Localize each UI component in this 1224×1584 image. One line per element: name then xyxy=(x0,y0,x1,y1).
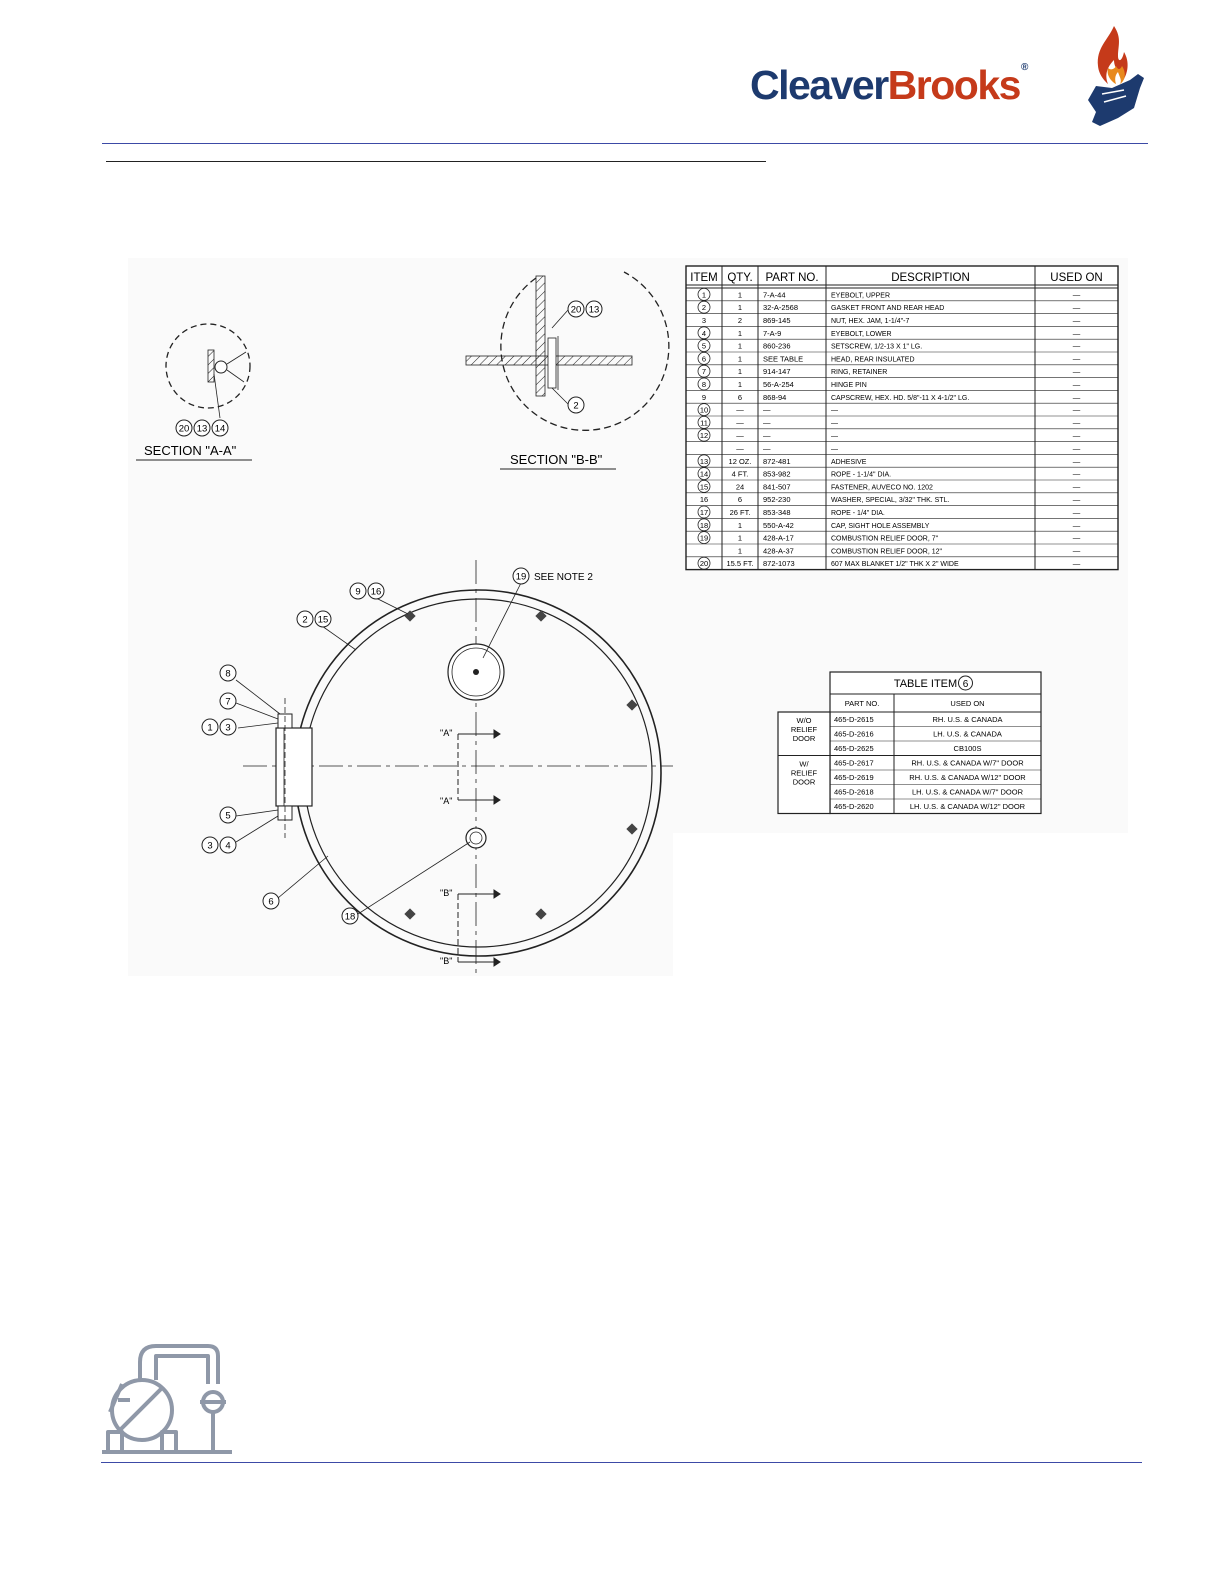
table-cell-part: 56-A-254 xyxy=(763,380,794,389)
item6-group-label: RELIEF xyxy=(790,725,818,734)
item6-cell-part: 465-D-2616 xyxy=(834,729,874,739)
table-cell-qty: — xyxy=(736,431,744,441)
table-cell-item: 18 xyxy=(699,520,709,530)
table-cell-item: 19 xyxy=(699,533,709,543)
callout-label: 3 xyxy=(207,840,213,852)
table-cell-item: 4 xyxy=(701,328,707,338)
item6-group-label: RELIEF xyxy=(790,768,818,778)
table-cell-desc: COMBUSTION RELIEF DOOR, 12" xyxy=(831,548,943,556)
table-cell-item: 10 xyxy=(699,405,709,415)
callout-label: 8 xyxy=(225,668,231,680)
table-cell-qty: 1 xyxy=(737,533,743,543)
table-cell-part: 914-147 xyxy=(763,367,791,377)
table-cell-desc: WASHER, SPECIAL, 3/32" THK. STL. xyxy=(831,497,950,505)
callout-label: 13 xyxy=(588,304,600,316)
callout-label: 15 xyxy=(317,614,329,626)
table-cell-used: — xyxy=(1072,456,1081,466)
table-cell-qty: — xyxy=(736,405,744,415)
table-cell-part: 868-94 xyxy=(763,392,787,402)
table-cell-desc: — xyxy=(831,420,838,428)
callout-label: 14 xyxy=(214,423,226,435)
item6-cell-part: 465-D-2615 xyxy=(834,715,874,724)
table-cell-qty: 24 xyxy=(735,482,745,492)
table-cell-part: — xyxy=(763,444,771,453)
cut-label-a-top: "A" xyxy=(440,728,453,738)
table-cell-used: — xyxy=(1072,290,1081,300)
item6-cell-used: RH. U.S. & CANADA W/12" DOOR xyxy=(909,773,1026,782)
table-cell-desc: ADHESIVE xyxy=(831,458,867,466)
callout-label: 7 xyxy=(225,696,231,708)
item6-group-label: DOOR xyxy=(792,777,816,787)
table-cell-used: — xyxy=(1072,482,1081,492)
callout-20-13-14 xyxy=(176,420,228,436)
callout-label: 20 xyxy=(178,423,190,435)
table-cell-desc: 607 MAX BLANKET 1/2" THK X 2" WIDE xyxy=(831,561,959,569)
table-cell-part: 428-A-17 xyxy=(763,533,794,543)
table-cell-qty: 1 xyxy=(737,354,743,364)
company-logo xyxy=(750,62,1028,109)
table-cell-part: 872-1073 xyxy=(763,559,795,569)
table-cell-item: 14 xyxy=(699,469,709,479)
item6-cell-used: RH. U.S. & CANADA W/7" DOOR xyxy=(911,758,1024,768)
table-header-cell: PART NO. xyxy=(765,272,819,284)
table-cell-qty: — xyxy=(736,444,744,453)
item6-title-number: 6 xyxy=(962,679,969,690)
table-cell-desc: ROPE - 1-1/4" DIA. xyxy=(831,471,892,479)
table-cell-desc: — xyxy=(831,446,838,453)
item6-cell-part: 465-D-2617 xyxy=(834,758,874,768)
table-cell-used: — xyxy=(1072,367,1081,377)
table-cell-part: — xyxy=(763,431,771,441)
callout-label: 5 xyxy=(225,810,231,822)
table-cell-desc: CAPSCREW, HEX. HD. 5/8"-11 X 4-1/2" LG. xyxy=(831,394,970,402)
item6-cell-part: 465-D-2619 xyxy=(834,773,874,782)
table-cell-part: 32-A-2568 xyxy=(763,303,799,313)
table-cell-used: — xyxy=(1072,328,1081,338)
table-cell-item: 3 xyxy=(701,316,707,325)
item6-cell-used: LH. U.S. & CANADA W/12" DOOR xyxy=(909,802,1026,811)
table-cell-item: 15 xyxy=(699,482,709,492)
table-cell-desc: EYEBOLT, UPPER xyxy=(831,292,891,300)
item6-group-label: W/O xyxy=(796,716,812,725)
table-cell-item: 13 xyxy=(699,456,709,466)
table-cell-part: 872-481 xyxy=(763,456,791,466)
table-cell-used: — xyxy=(1072,495,1081,505)
table-cell-qty: — xyxy=(736,418,744,428)
table-cell-used: — xyxy=(1072,341,1081,351)
table-cell-part: — xyxy=(763,405,771,415)
table-cell-used: — xyxy=(1072,469,1081,479)
table-cell-item: 1 xyxy=(701,290,707,300)
item6-cell-part: 465-D-2618 xyxy=(834,787,874,797)
callout-label: 2 xyxy=(573,400,579,412)
logo-registered: ® xyxy=(1020,62,1029,73)
table-cell-part: 869-145 xyxy=(763,316,791,325)
table-cell-qty: 2 xyxy=(737,316,743,325)
item6-title: TABLE ITEM xyxy=(893,678,958,690)
table-cell-desc: EYEBOLT, LOWER xyxy=(831,330,892,338)
item6-group-label: DOOR xyxy=(792,734,816,743)
table-cell-desc: NUT, HEX. JAM, 1-1/4"-7 xyxy=(831,318,910,325)
item6-cell-used: CB100S xyxy=(953,744,982,753)
table-cell-desc: COMBUSTION RELIEF DOOR, 7" xyxy=(831,535,939,543)
table-cell-qty: 26 FT. xyxy=(729,508,751,517)
boiler-equipment-icon xyxy=(100,1340,235,1458)
callout-label: 1 xyxy=(207,722,213,734)
table-cell-part: 853-348 xyxy=(763,508,791,517)
table-cell-part: SEE TABLE xyxy=(763,354,804,364)
item6-cell-used: RH. U.S. & CANADA xyxy=(932,715,1003,724)
table-cell-item: 2 xyxy=(701,303,707,313)
callout-label: 2 xyxy=(302,614,308,626)
table-header-cell: QTY. xyxy=(727,272,753,284)
table-cell-used: — xyxy=(1072,520,1081,530)
callout-label: 4 xyxy=(225,840,231,852)
table-cell-desc: RING, RETAINER xyxy=(831,369,888,377)
table-cell-desc: FASTENER, AUVECO NO. 1202 xyxy=(831,484,933,492)
cut-label-b-top: "B" xyxy=(440,888,453,898)
see-note-label: SEE NOTE 2 xyxy=(534,572,593,583)
table-cell-qty: 4 FT. xyxy=(731,469,749,479)
table-cell-item: 7 xyxy=(701,367,707,377)
table-header-cell: USED ON xyxy=(1050,272,1103,284)
table-cell-qty: 1 xyxy=(737,380,743,389)
table-cell-used: — xyxy=(1072,508,1081,517)
item6-cell-used: LH. U.S. & CANADA W/7" DOOR xyxy=(911,787,1024,797)
table-cell-part: — xyxy=(763,418,771,428)
table-cell-desc: — xyxy=(831,407,838,415)
flame-hand-icon xyxy=(1078,22,1150,130)
table-cell-part: 952-230 xyxy=(763,495,791,505)
table-cell-used: — xyxy=(1072,380,1081,389)
table-cell-part: 860-236 xyxy=(763,341,791,351)
table-cell-desc: — xyxy=(831,433,838,441)
header-rule xyxy=(102,143,1148,144)
section-a-label: SECTION "A-A" xyxy=(144,443,237,458)
title-underline xyxy=(106,161,766,162)
callout-label: 3 xyxy=(225,722,231,734)
table-cell-item: 6 xyxy=(701,354,707,364)
table-cell-desc: ROPE - 1/4" DIA. xyxy=(831,510,885,517)
item6-cell-part: 465-D-2620 xyxy=(834,802,874,811)
callout-label: 19 xyxy=(515,571,527,583)
table-cell-item: 9 xyxy=(701,392,707,402)
table-cell-desc: CAP, SIGHT HOLE ASSEMBLY xyxy=(831,522,930,530)
cut-label-a-bottom: "A" xyxy=(440,796,453,806)
table-cell-qty: 1 xyxy=(737,303,743,313)
table-cell-qty: 6 xyxy=(737,392,743,402)
item6-col-used: USED ON xyxy=(950,699,985,708)
table-header-cell: DESCRIPTION xyxy=(891,272,970,284)
table-cell-item: 12 xyxy=(699,431,709,441)
table-cell-part: 7-A-44 xyxy=(763,290,786,300)
item6-group-label: W/ xyxy=(799,759,809,769)
table-cell-used: — xyxy=(1072,444,1081,453)
callout-label: 9 xyxy=(355,586,361,598)
cut-label-b-bottom: "B" xyxy=(440,956,453,966)
section-b-label: SECTION "B-B" xyxy=(510,452,603,467)
table-cell-qty: 12 OZ. xyxy=(728,456,752,466)
table-cell-used: — xyxy=(1072,546,1081,556)
table-cell-part: 7-A-9 xyxy=(763,328,782,338)
item6-col-part: PART NO. xyxy=(844,699,880,708)
table-cell-qty: 1 xyxy=(737,341,743,351)
table-cell-qty: 1 xyxy=(737,520,743,530)
table-cell-qty: 15.5 FT. xyxy=(726,559,754,569)
table-cell-used: — xyxy=(1072,431,1081,441)
table-cell-used: — xyxy=(1072,303,1081,313)
callout-label: 20 xyxy=(570,304,582,316)
table-cell-item: 5 xyxy=(701,341,707,351)
logo-cleaver: Cleaver xyxy=(750,62,888,108)
table-cell-used: — xyxy=(1072,405,1081,415)
table-cell-desc: SETSCREW, 1/2-13 X 1" LG. xyxy=(831,343,923,351)
table-cell-item: 17 xyxy=(699,508,709,517)
table-cell-desc: GASKET FRONT AND REAR HEAD xyxy=(831,305,945,313)
callout-label: 6 xyxy=(268,896,274,908)
table-cell-used: — xyxy=(1072,354,1081,364)
table-cell-item: 8 xyxy=(701,380,707,389)
table-cell-part: 841-507 xyxy=(763,482,791,492)
table-cell-item: 16 xyxy=(699,495,709,505)
table-cell-used: — xyxy=(1072,418,1081,428)
table-cell-part: 853-982 xyxy=(763,469,791,479)
table-cell-qty: 6 xyxy=(737,495,743,505)
table-cell-part: 550-A-42 xyxy=(763,520,794,530)
table-cell-qty: 1 xyxy=(737,328,743,338)
table-cell-qty: 1 xyxy=(737,290,743,300)
logo-brooks: Brooks xyxy=(887,62,1020,108)
table-cell-item: 20 xyxy=(699,559,709,569)
table-cell-item: 11 xyxy=(700,418,708,428)
item6-cell-part: 465-D-2625 xyxy=(834,744,874,753)
table-cell-used: — xyxy=(1072,392,1081,402)
table-cell-desc: HEAD, REAR INSULATED xyxy=(831,356,915,364)
table-cell-used: — xyxy=(1072,559,1081,569)
callout-label: 16 xyxy=(370,586,382,598)
rear-head-drawing xyxy=(128,258,1128,976)
item6-cell-used: LH. U.S. & CANADA xyxy=(933,729,1002,739)
callout-label: 18 xyxy=(344,911,356,923)
table-cell-qty: 1 xyxy=(737,367,743,377)
table-cell-part: 428-A-37 xyxy=(763,546,794,556)
table-cell-used: — xyxy=(1072,533,1081,543)
table-header-cell: ITEM xyxy=(690,272,718,284)
footer-rule xyxy=(101,1462,1142,1463)
table-cell-used: — xyxy=(1072,316,1081,325)
parts-list-table xyxy=(686,266,1118,570)
table-cell-desc: HINGE PIN xyxy=(831,382,867,389)
callout-label: 13 xyxy=(196,423,208,435)
table-cell-qty: 1 xyxy=(737,546,743,556)
